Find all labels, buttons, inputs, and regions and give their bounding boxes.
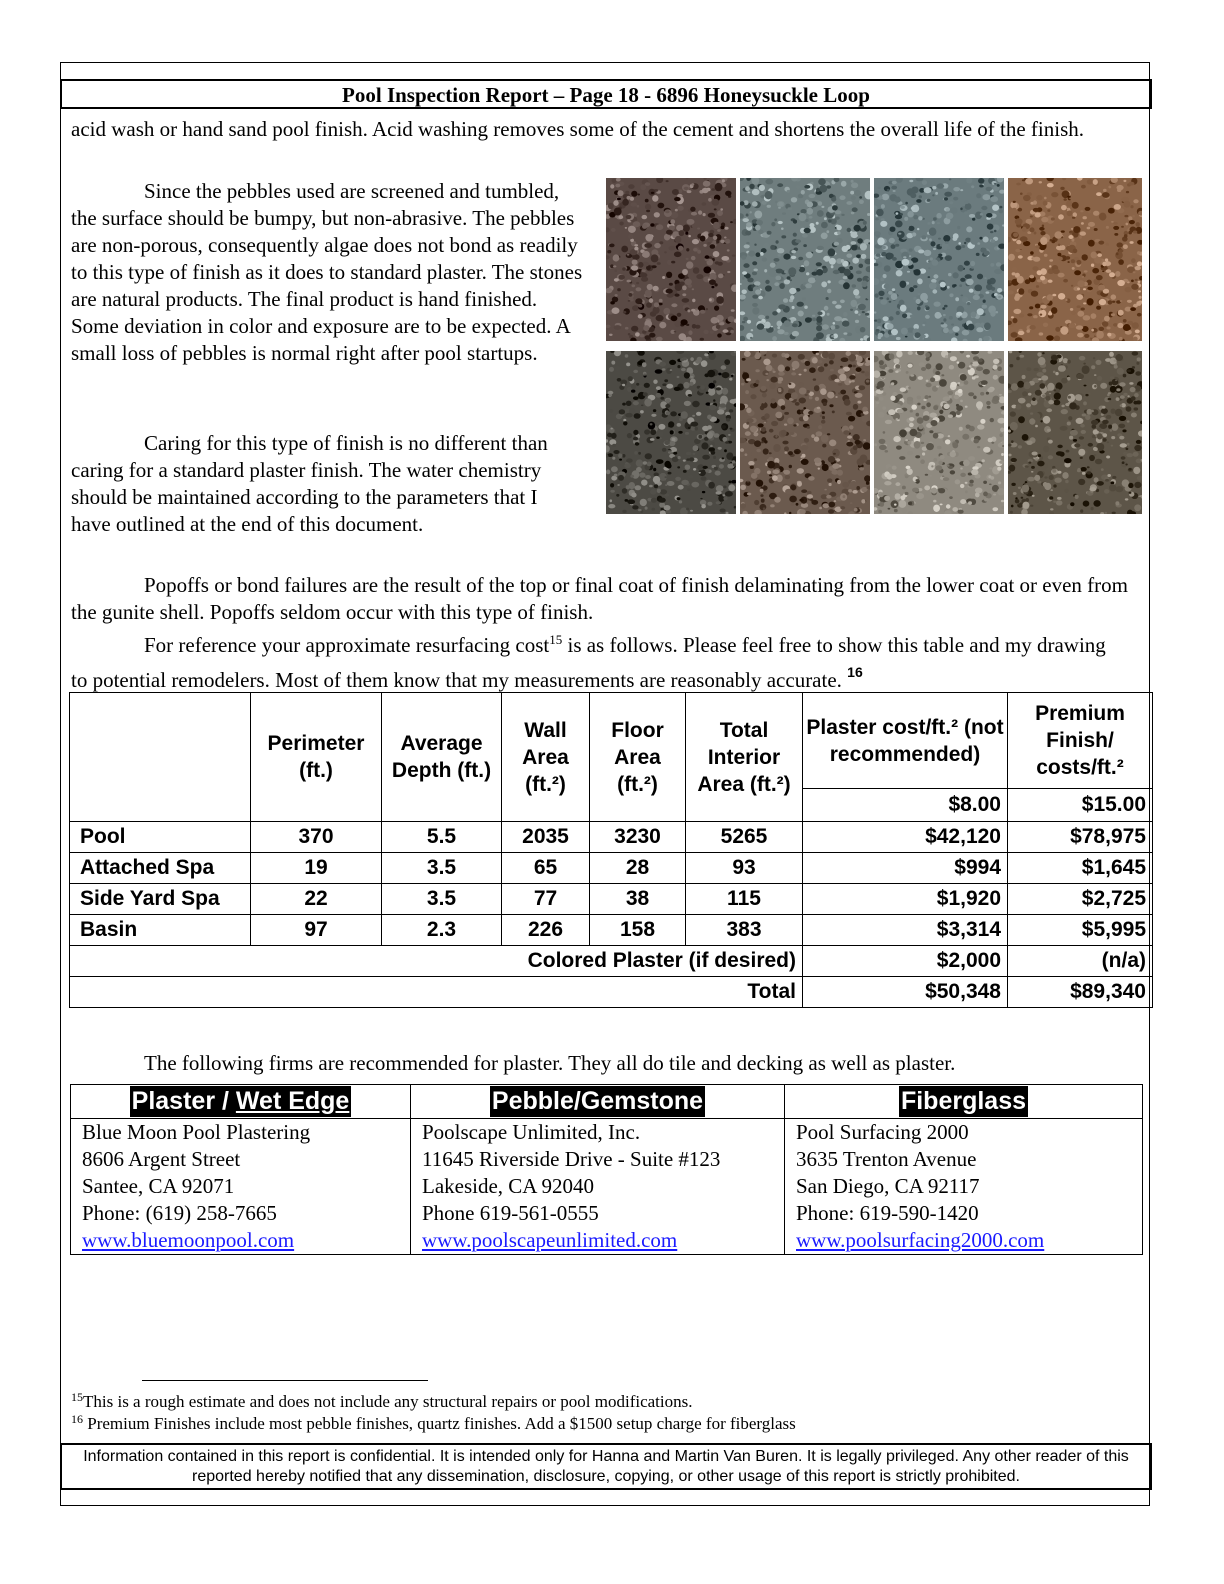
cell-premium: $1,645 (1008, 853, 1153, 884)
paragraph-firms: The following firms are recommended for plaster. They all do tile and decking as well as plaster. (144, 1051, 956, 1075)
cell-name: Basin (70, 915, 251, 946)
cell-depth: 3.5 (382, 853, 502, 884)
firm-fiberglass-details (785, 1119, 1143, 1255)
header-premium-cost-cell (1008, 693, 1153, 822)
firm-header-plaster: Plaster / Wet Edge (131, 1087, 350, 1115)
footnote-16: $^{16}$ Premium Finishes include most pebble finishes, quartz finishes. Add a $1500 setup charge for fiberglass (71, 1412, 796, 1433)
swatch-image (1008, 351, 1142, 514)
firm-header-cell (785, 1085, 1143, 1119)
firm-street: 11645 Riverside Drive - Suite #123 (422, 1147, 721, 1171)
cell-name: Attached Spa (70, 853, 251, 884)
swatch-image (874, 351, 1004, 514)
paragraph-reference (71, 632, 1121, 694)
header-floor-area: Floor Area (ft.²) (590, 693, 686, 822)
cell-plaster: $1,920 (803, 884, 1008, 915)
pebble-finish-swatches (606, 178, 1142, 516)
cell-wall: 65 (502, 853, 590, 884)
firm-phone: Phone 619-561-0555 (422, 1201, 599, 1225)
cell-plaster: $42,120 (803, 822, 1008, 853)
firm-header-cell (71, 1085, 411, 1119)
firm-city: Lakeside, CA 92040 (422, 1174, 595, 1198)
cell-perimeter: 22 (251, 884, 382, 915)
premium-rate: $15.00 (1008, 788, 1152, 821)
firm-phone: Phone: 619-590-1420 (796, 1201, 979, 1225)
cell-depth: 2.3 (382, 915, 502, 946)
firm-city: San Diego, CA 92117 (796, 1174, 980, 1198)
firm-phone: Phone: (619) 258-7665 (82, 1201, 277, 1225)
header-plaster-cost-cell (803, 693, 1008, 822)
cell-total: 115 (686, 884, 803, 915)
firm-header-fiberglass: Fiberglass (900, 1087, 1027, 1115)
header-perimeter: Perimeter (ft.) (251, 693, 382, 822)
cell-plaster: $3,314 (803, 915, 1008, 946)
firm-name: Poolscape Unlimited, Inc. (422, 1120, 641, 1144)
footnote-separator (142, 1380, 428, 1381)
firm-street: 8606 Argent Street (82, 1147, 241, 1171)
cell-total: 93 (686, 853, 803, 884)
table-row (70, 853, 1153, 884)
header-total-interior-area: Total Interior Area (ft.²) (686, 693, 803, 822)
cell-total: 383 (686, 915, 803, 946)
firm-street: 3635 Trenton Avenue (796, 1147, 977, 1171)
footnote-ref-15: 15 (549, 632, 563, 647)
firm-pebble-details (411, 1119, 785, 1255)
colored-premium-cost: (n/a) (1008, 946, 1153, 977)
table-row (70, 884, 1153, 915)
cell-plaster: $994 (803, 853, 1008, 884)
firm-website-link[interactable]: www.bluemoonpool.com (82, 1228, 295, 1252)
reference-text-a: For reference your approximate resurfacing cost (144, 633, 550, 657)
cell-floor: 3230 (590, 822, 686, 853)
total-premium-cost: $89,340 (1008, 977, 1153, 1008)
resurfacing-cost-table (69, 692, 1153, 1008)
firm-city: Santee, CA 92071 (82, 1174, 235, 1198)
paragraph-caring: Caring for this type of finish is no different than caring for a standard plaster finish. The water chemistry should be maintained according to the parameters that I have outlined at the end of this document. (71, 431, 548, 536)
cell-wall: 2035 (502, 822, 590, 853)
swatch-image (606, 351, 736, 514)
swatch-image (606, 178, 736, 341)
firm-name: Pool Surfacing 2000 (796, 1120, 969, 1144)
header-plaster-cost: Plaster cost/ft.² (not recommended) (806, 715, 1004, 766)
confidentiality-notice: Information contained in this report is confidential. It is intended only for Hanna and Martin Van Buren. It is legally privileged. Any other reader of this reported hereby notified that any dissemination, disclosure, copying, or other usage of this report is strictly prohibited. (60, 1443, 1152, 1490)
cell-wall: 77 (502, 884, 590, 915)
total-plaster-cost: $50,348 (803, 977, 1008, 1008)
reference-text-b: is as follows. Please feel free to show this table and my drawing to potential remodelers. Most of them know that my measurements are reasonably accurate. (71, 633, 1106, 692)
footnote-15: $^{15}$This is a rough estimate and does not include any structural repairs or pool modifications. (71, 1390, 693, 1411)
firm-name: Blue Moon Pool Plastering (82, 1120, 311, 1144)
table-corner-cell (70, 693, 251, 822)
cell-premium: $5,995 (1008, 915, 1153, 946)
cell-perimeter: 19 (251, 853, 382, 884)
cell-name: Side Yard Spa (70, 884, 251, 915)
cell-wall: 226 (502, 915, 590, 946)
paragraph-popoffs: Popoffs or bond failures are the result of the top or final coat of finish delaminating from the lower coat or even from the gunite shell. Popoffs seldom occur with this type of finish. (71, 573, 1128, 624)
cell-premium: $2,725 (1008, 884, 1153, 915)
plaster-rate: $8.00 (803, 788, 1007, 821)
firm-website-link[interactable]: www.poolsurfacing2000.com (796, 1228, 1045, 1252)
swatch-image (1008, 178, 1142, 341)
cell-perimeter: 370 (251, 822, 382, 853)
header-average-depth: Average Depth (ft.) (382, 693, 502, 822)
footnote-ref-16: 16 (847, 664, 863, 680)
cell-floor: 28 (590, 853, 686, 884)
page-header: Pool Inspection Report – Page 18 - 6896 Honeysuckle Loop (60, 79, 1152, 109)
swatch-image (740, 351, 870, 514)
cell-depth: 3.5 (382, 884, 502, 915)
header-premium-cost: Premium Finish/ costs/ft.² (1035, 702, 1125, 779)
firm-plaster-details (71, 1119, 411, 1255)
firm-website-link[interactable]: www.poolscapeunlimited.com (422, 1228, 678, 1252)
cell-floor: 38 (590, 884, 686, 915)
firm-header-pebble: Pebble/Gemstone (491, 1087, 704, 1115)
colored-plaster-label: Colored Plaster (if desired) (70, 946, 803, 977)
recommended-firms-table (70, 1084, 1143, 1255)
swatch-image (874, 178, 1004, 341)
swatch-image (740, 178, 870, 341)
cell-name: Pool (70, 822, 251, 853)
colored-plaster-cost: $2,000 (803, 946, 1008, 977)
cell-total: 5265 (686, 822, 803, 853)
header-wall-area: Wall Area (ft.²) (502, 693, 590, 822)
total-label: Total (70, 977, 803, 1008)
paragraph-acid-wash: acid wash or hand sand pool finish. Acid washing removes some of the cement and shortens the overall life of the finish. (71, 117, 1085, 141)
cell-depth: 5.5 (382, 822, 502, 853)
cell-premium: $78,975 (1008, 822, 1153, 853)
cell-floor: 158 (590, 915, 686, 946)
firm-header-cell (411, 1085, 785, 1119)
cell-perimeter: 97 (251, 915, 382, 946)
table-row (70, 822, 1153, 853)
paragraph-pebbles: Since the pebbles used are screened and tumbled, the surface should be bumpy, but non-abrasive. The pebbles are non-porous, consequently algae does not bond as readily to this type of finish as it does to standard plaster. The stones are natural products. The final product is hand finished. Some deviation in color and exposure are to be expected. A small loss of pebbles is normal right after pool startups. (71, 179, 583, 365)
table-row (70, 915, 1153, 946)
